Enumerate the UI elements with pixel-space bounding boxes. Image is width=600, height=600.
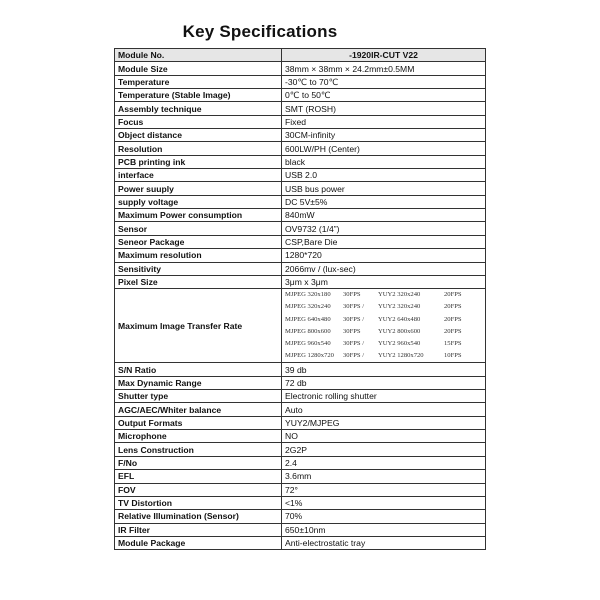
spec-value-cell: DC 5V±5% <box>282 195 486 208</box>
yuy2-fps: 20FPS <box>444 303 462 311</box>
spec-key-cell: Assembly technique <box>115 102 282 115</box>
mjpeg-fps: 30FPS / <box>343 303 365 311</box>
spec-key-cell: Sensor <box>115 222 282 235</box>
transfer-rate-line <box>285 338 482 350</box>
mjpeg-fps: 30FPS / <box>343 340 365 347</box>
spec-value-cell: Electronic rolling shutter <box>282 390 486 403</box>
spec-row <box>115 262 486 275</box>
spec-key-cell: Lens Construction <box>115 443 282 456</box>
yuy2-fps: 20FPS <box>444 315 462 323</box>
spec-row <box>115 470 486 483</box>
yuy2-format: YUY2 960x540 <box>378 340 421 347</box>
mjpeg-fps: 30FPS / <box>343 352 365 360</box>
mjpeg-format: MJPEG 800x600 <box>285 327 331 335</box>
mjpeg-format: MJPEG 960x540 <box>285 340 331 347</box>
spec-row <box>115 142 486 155</box>
spec-row <box>115 169 486 182</box>
spec-row <box>115 275 486 288</box>
spec-row <box>115 510 486 523</box>
spec-row <box>115 115 486 128</box>
yuy2-format: YUY2 640x480 <box>378 315 421 323</box>
spec-row <box>115 536 486 549</box>
table-header-row <box>115 49 486 62</box>
mjpeg-format: MJPEG 320x240 <box>285 303 331 311</box>
mjpeg-format: MJPEG 320x180 <box>285 291 331 299</box>
spec-key-cell: F/No <box>115 456 282 469</box>
spec-key-cell: TV Distortion <box>115 496 282 509</box>
yuy2-format: YUY2 1280x720 <box>378 352 424 360</box>
spec-row <box>115 129 486 142</box>
transfer-rate-line <box>285 350 482 362</box>
spec-key-cell: Focus <box>115 115 282 128</box>
transfer-rate-line <box>285 326 482 338</box>
spec-row <box>115 403 486 416</box>
spec-key-cell: PCB printing ink <box>115 155 282 168</box>
spec-value-cell: 600LW/PH (Center) <box>282 142 486 155</box>
spec-row <box>115 89 486 102</box>
spec-key-cell: Pixel Size <box>115 275 282 288</box>
spec-key-cell: Maximum resolution <box>115 249 282 262</box>
spec-value-cell: USB 2.0 <box>282 169 486 182</box>
page-title: Key Specifications <box>182 22 338 41</box>
yuy2-format: YUY2 320x240 <box>378 303 421 311</box>
spec-key-cell: Max Dynamic Range <box>115 376 282 389</box>
spec-row <box>115 496 486 509</box>
spec-value-cell: 72 db <box>282 376 486 389</box>
spec-table <box>114 48 486 550</box>
spec-key-cell: Relative Illumination (Sensor) <box>115 510 282 523</box>
spec-value-cell: 2066mv / (lux-sec) <box>282 262 486 275</box>
spec-value-cell: OV9732 (1/4”) <box>282 222 486 235</box>
spec-value-cell: Auto <box>282 403 486 416</box>
spec-value-cell: 38mm × 38mm × 24.2mm±0.5MM <box>282 62 486 75</box>
spec-key-cell: FOV <box>115 483 282 496</box>
spec-key-cell: Module Size <box>115 62 282 75</box>
spec-key-cell: S/N Ratio <box>115 363 282 376</box>
spec-value-cell: 840mW <box>282 209 486 222</box>
mjpeg-format: MJPEG 1280x720 <box>285 352 334 360</box>
spec-row <box>115 443 486 456</box>
spec-key-cell: Module Package <box>115 536 282 549</box>
spec-value-cell: 30CM-infinity <box>282 129 486 142</box>
spec-row <box>115 102 486 115</box>
spec-value-cell: 70% <box>282 510 486 523</box>
spec-value-cell: <1% <box>282 496 486 509</box>
spec-row <box>115 416 486 429</box>
spec-key-cell: Microphone <box>115 430 282 443</box>
spec-key-cell: Output Formats <box>115 416 282 429</box>
spec-row <box>115 249 486 262</box>
spec-row <box>115 483 486 496</box>
spec-key-cell: AGC/AEC/Whiter balance <box>115 403 282 416</box>
spec-key-cell: Seneor Package <box>115 235 282 248</box>
spec-row <box>115 75 486 88</box>
spec-row <box>115 195 486 208</box>
spec-row <box>115 235 486 248</box>
yuy2-format: YUY2 320x240 <box>378 291 421 299</box>
spec-key-cell: IR Filter <box>115 523 282 536</box>
transfer-rate-line <box>285 314 482 326</box>
spec-value-cell: 2G2P <box>282 443 486 456</box>
spec-value-cell: NO <box>282 430 486 443</box>
spec-table-body <box>115 49 486 550</box>
spec-value-cell: SMT (ROSH) <box>282 102 486 115</box>
spec-value-cell: CSP,Bare Die <box>282 235 486 248</box>
spec-key-cell: Maximum Power consumption <box>115 209 282 222</box>
spec-value-cell: -30℃ to 70℃ <box>282 75 486 88</box>
spec-row <box>115 390 486 403</box>
spec-value-cell: Fixed <box>282 115 486 128</box>
transfer-rate-list <box>282 289 486 363</box>
yuy2-fps: 20FPS <box>444 327 462 335</box>
spec-row-transfer-rate <box>115 289 486 363</box>
spec-key-cell: Shutter type <box>115 390 282 403</box>
yuy2-format: YUY2 800x600 <box>378 327 421 335</box>
mjpeg-fps: 30FPS <box>343 327 361 335</box>
mjpeg-fps: 30FPS / <box>343 315 365 323</box>
spec-row <box>115 363 486 376</box>
spec-row <box>115 430 486 443</box>
spec-value-cell: 0℃ to 50℃ <box>282 89 486 102</box>
spec-key-cell: Resolution <box>115 142 282 155</box>
spec-value-cell: Anti-electrostatic tray <box>282 536 486 549</box>
spec-key-cell: Maximum Image Transfer Rate <box>115 289 282 363</box>
spec-key-cell: supply voltage <box>115 195 282 208</box>
header-key-cell: Module No. <box>115 49 282 62</box>
spec-key-cell: EFL <box>115 470 282 483</box>
spec-value-cell: black <box>282 155 486 168</box>
spec-row <box>115 456 486 469</box>
spec-row <box>115 155 486 168</box>
spec-key-cell: Sensitivity <box>115 262 282 275</box>
spec-value-cell: 39 db <box>282 363 486 376</box>
spec-key-cell: interface <box>115 169 282 182</box>
spec-key-cell: Object distance <box>115 129 282 142</box>
spec-row <box>115 523 486 536</box>
spec-value-cell: 3μm x 3μm <box>282 275 486 288</box>
spec-value-cell: 1280*720 <box>282 249 486 262</box>
spec-value-cell: 3.6mm <box>282 470 486 483</box>
spec-value-cell: YUY2/MJPEG <box>282 416 486 429</box>
spec-key-cell: Power suuply <box>115 182 282 195</box>
yuy2-fps: 20FPS <box>444 291 462 299</box>
spec-row <box>115 209 486 222</box>
yuy2-fps: 15FPS <box>444 340 462 347</box>
header-value-cell: -1920IR-CUT V22 <box>282 49 486 62</box>
spec-key-cell: Temperature (Stable Image) <box>115 89 282 102</box>
spec-value-cell: USB bus power <box>282 182 486 195</box>
spec-row <box>115 222 486 235</box>
mjpeg-format: MJPEG 640x480 <box>285 315 331 323</box>
spec-value-cell: 72° <box>282 483 486 496</box>
yuy2-fps: 10FPS <box>444 352 462 360</box>
spec-row <box>115 182 486 195</box>
spec-row <box>115 62 486 75</box>
spec-value-cell: 2.4 <box>282 456 486 469</box>
spec-key-cell: Temperature <box>115 75 282 88</box>
spec-value-cell: 650±10nm <box>282 523 486 536</box>
transfer-rate-line <box>285 301 482 313</box>
spec-row <box>115 376 486 389</box>
transfer-rate-line <box>285 289 482 301</box>
mjpeg-fps: 30FPS <box>343 291 361 299</box>
